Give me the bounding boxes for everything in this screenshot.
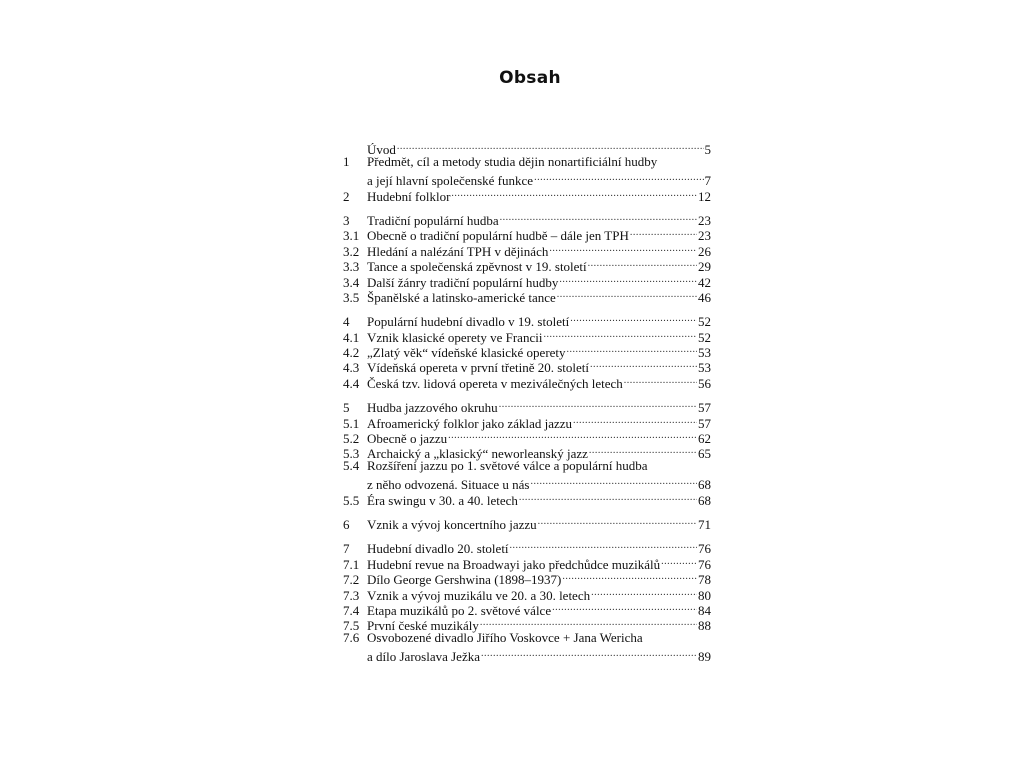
toc-entry-title: Další žánry tradiční populární hudby	[367, 274, 559, 290]
toc-entry-page: 23	[698, 212, 711, 228]
toc-entry-page: 80	[698, 587, 711, 603]
toc-entry-title: Etapa muzikálů po 2. světové válce	[367, 602, 552, 618]
toc-entry-title: Hudba jazzového okruhu	[367, 400, 498, 416]
toc-entry-number: 7.4	[343, 602, 360, 618]
toc-entry[interactable]	[343, 397, 711, 416]
toc-entry-title-continued: a její hlavní společenské funkce	[367, 173, 534, 189]
toc-dot-leader	[573, 412, 697, 427]
toc-entry-line	[343, 514, 711, 532]
toc-entry-page: 53	[698, 345, 711, 361]
toc-dot-leader	[510, 538, 697, 553]
toc-entry-title: První české muzikály	[367, 618, 479, 634]
toc-entry-title: Hudební divadlo 20. století	[367, 541, 509, 557]
toc-entry-page: 76	[698, 556, 711, 572]
toc-dot-leader	[562, 569, 697, 584]
toc-entry-page: 68	[698, 477, 711, 493]
toc-entry-title: Rozšíření jazzu po 1. světové válce a populární hudba	[367, 458, 648, 474]
toc-entry-number: 5.1	[343, 415, 360, 431]
toc-entry-number: 7.3	[343, 587, 360, 603]
toc-entry-number: 5.2	[343, 431, 360, 447]
toc-entry-title: Éra swingu v 30. a 40. letech	[367, 492, 518, 508]
toc-entry-number: 4	[343, 314, 350, 330]
toc-entry-number: 4.2	[343, 345, 360, 361]
toc-entry-line	[343, 630, 711, 645]
toc-entry-title: Vznik a vývoj koncertního jazzu	[367, 516, 537, 532]
toc-entry-title: Úvod	[367, 142, 396, 158]
toc-entry-number: 7.5	[343, 618, 360, 634]
toc-entry[interactable]	[343, 311, 711, 330]
toc-entry-line	[343, 170, 711, 189]
toc-entry-number: 4.1	[343, 329, 360, 345]
toc-entry-line	[343, 139, 711, 158]
toc-dot-leader	[552, 600, 697, 615]
toc-dot-leader	[588, 256, 697, 271]
toc-entry-title: Předmět, cíl a metody studia dějin nonartificiální hudby	[367, 154, 658, 170]
toc-entry-number: 5.5	[343, 492, 360, 508]
toc-dot-leader	[451, 185, 697, 200]
toc-entry-page: 23	[698, 228, 711, 244]
toc-entry-title: Hledání a nalézání TPH v dějinách	[367, 243, 549, 259]
toc-entry-page: 76	[698, 541, 711, 557]
toc-dot-leader	[499, 397, 697, 412]
toc-dot-leader	[448, 428, 697, 443]
toc-entry-title: „Zlatý věk“ vídeňské klasické operety	[367, 345, 566, 361]
toc-entry-number: 3	[343, 212, 350, 228]
toc-entry-number: 7	[343, 541, 350, 557]
toc-entry-title: Obecně o jazzu	[367, 431, 448, 447]
toc-dot-leader	[543, 326, 697, 341]
toc-entry-page: 29	[698, 259, 711, 275]
toc-entry-line	[343, 397, 711, 416]
toc-dot-leader	[557, 287, 697, 302]
toc-entry[interactable]	[343, 458, 711, 493]
toc-entry-page: 26	[698, 243, 711, 259]
toc-dot-leader	[591, 584, 697, 599]
toc-entry-number: 3.2	[343, 243, 360, 259]
toc-entry-number: 1	[343, 154, 350, 170]
toc-dot-leader	[590, 357, 697, 372]
toc-entry-page: 5	[704, 142, 711, 158]
toc-entry-title: Osvobozené divadlo Jiřího Voskovce + Jana Wericha	[367, 630, 643, 646]
toc-entry-page: 68	[698, 492, 711, 508]
toc-dot-leader	[500, 210, 697, 225]
toc-entry-page: 84	[698, 602, 711, 618]
toc-entry-line	[343, 154, 711, 169]
toc-entry-page: 65	[698, 446, 711, 462]
toc-entry-title: Hudební revue na Broadwayi jako předchůdce muzikálů	[367, 556, 661, 572]
toc-entry-number: 3.5	[343, 289, 360, 305]
toc-dot-leader	[519, 489, 697, 504]
toc-dot-leader	[589, 443, 697, 458]
toc-dot-leader	[661, 553, 697, 568]
toc-dot-leader	[624, 372, 697, 387]
toc-entry-title: Hudební folklor	[367, 188, 451, 204]
toc-dot-leader	[481, 646, 697, 661]
toc-entry-line	[343, 210, 711, 228]
toc-entry[interactable]	[343, 139, 711, 158]
toc-entry-page: 7	[704, 173, 711, 189]
toc-entry-number: 6	[343, 516, 350, 532]
toc-entry-title: Populární hudební divadlo v 19. století	[367, 314, 570, 330]
toc-entry-page: 53	[698, 360, 711, 376]
toc-entry-line	[343, 458, 711, 473]
toc-entry-number: 4.4	[343, 375, 360, 391]
toc-entry-page: 62	[698, 431, 711, 447]
toc-entry-number: 5.4	[343, 458, 360, 474]
toc-dot-leader	[538, 514, 697, 529]
toc-entry[interactable]	[343, 154, 711, 189]
toc-entry-title: Tance a společenská zpěvnost v 19. století	[367, 259, 587, 275]
toc-entry-title: Dílo George Gershwina (1898–1937)	[367, 572, 562, 588]
toc-entry-title: Španělské a latinsko-americké tance	[367, 289, 556, 305]
toc-entry-title-continued: a dílo Jaroslava Ježka	[367, 649, 480, 665]
toc-entry-title: Obecně o tradiční populární hudbě – dále jen TPH	[367, 228, 629, 244]
toc-entry-page: 57	[698, 400, 711, 416]
toc-entry-line	[343, 311, 711, 330]
toc-entry-number: 7.1	[343, 556, 360, 572]
toc-dot-leader	[559, 271, 697, 286]
toc-entry-page: 57	[698, 415, 711, 431]
toc-entry-title: Vznik a vývoj muzikálu ve 20. a 30. letech	[367, 587, 591, 603]
toc-entry-page: 46	[698, 289, 711, 305]
toc-entry-number: 3.4	[343, 274, 360, 290]
toc-entry-page: 12	[698, 188, 711, 204]
toc-entry-title: Tradiční populární hudba	[367, 212, 499, 228]
toc-entry-number: 7.6	[343, 630, 360, 646]
toc-entry-page: 89	[698, 649, 711, 665]
toc-entry-number: 7.2	[343, 572, 360, 588]
toc-dot-leader	[530, 474, 697, 489]
toc-dot-leader	[480, 615, 697, 630]
toc-entry[interactable]	[343, 514, 711, 532]
toc-dot-leader	[567, 342, 697, 357]
toc-dot-leader	[549, 240, 697, 255]
page-title: Obsah	[499, 68, 561, 88]
toc-entry-page: 88	[698, 618, 711, 634]
toc-entry-page: 52	[698, 329, 711, 345]
toc-entry-title: Vídeňská opereta v první třetině 20. století	[367, 360, 590, 376]
toc-entry-page: 42	[698, 274, 711, 290]
toc-entry-line	[343, 538, 711, 557]
table-of-contents	[343, 139, 711, 665]
toc-entry-page: 56	[698, 375, 711, 391]
toc-dot-leader	[570, 311, 697, 326]
toc-dot-leader	[397, 139, 704, 154]
toc-entry-title-continued: z něho odvozená. Situace u nás	[367, 477, 530, 493]
toc-entry-line	[343, 474, 711, 493]
toc-entry-line	[343, 646, 711, 665]
toc-entry-title: Vznik klasické operety ve Francii	[367, 329, 543, 345]
toc-entry-page: 52	[698, 314, 711, 330]
toc-entry-number: 4.3	[343, 360, 360, 376]
toc-entry-title: Archaický a „klasický“ neworleanský jazz	[367, 446, 588, 462]
toc-entry-number: 3.1	[343, 228, 360, 244]
toc-entry[interactable]	[343, 630, 711, 665]
toc-dot-leader	[534, 170, 703, 185]
toc-entry[interactable]	[343, 210, 711, 228]
toc-entry-page: 71	[698, 516, 711, 532]
toc-entry-title: Afroamerický folklor jako základ jazzu	[367, 415, 573, 431]
toc-entry-number: 5	[343, 400, 350, 416]
toc-entry-number: 3.3	[343, 259, 360, 275]
toc-entry-number: 2	[343, 188, 350, 204]
toc-entry-page: 78	[698, 572, 711, 588]
toc-entry-title: Česká tzv. lidová opereta v meziválečných letech	[367, 375, 623, 391]
toc-entry[interactable]	[343, 538, 711, 557]
toc-dot-leader	[630, 225, 697, 240]
toc-entry-number: 5.3	[343, 446, 360, 462]
